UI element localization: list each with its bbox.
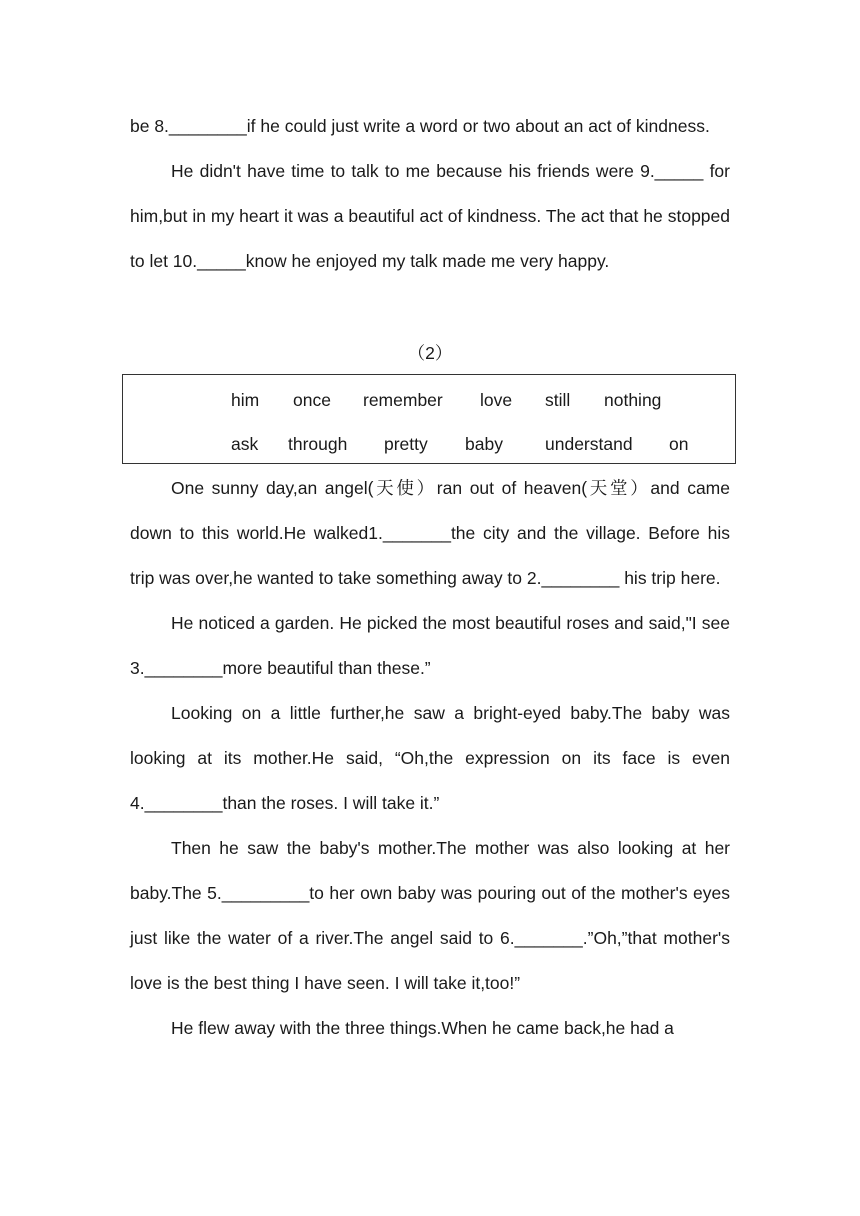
word-bank-item: nothing xyxy=(604,390,662,410)
paragraph: Looking on a little further,he saw a bright-eyed baby.The baby was looking at its mother.He said, “Oh,the expression on its face is even 4.________than the roses. I will take it.” xyxy=(130,703,730,813)
word-bank-box xyxy=(122,374,736,464)
word-bank-item: ask xyxy=(231,434,259,454)
passage-2 xyxy=(130,466,730,1051)
word-bank-item: him xyxy=(231,390,260,410)
word-bank-item: pretty xyxy=(384,434,428,454)
word-bank-item: baby xyxy=(465,434,503,454)
paragraph: One sunny day,an angel(天使）ran out of heaven(天堂）and came down to this world.He walked1._______the city and the village. Before his trip was over,he wanted to take something away to 2.________ his trip here. xyxy=(130,478,730,588)
paragraph: Then he saw the baby's mother.The mother was also looking at her baby.The 5._________to her own baby was pouring out of the mother's eyes just like the water of a river.The angel said to 6._______.”Oh,”that mother's love is the best thing I have seen. I will take it,too!” xyxy=(130,838,730,993)
paragraph: He didn't have time to talk to me because his friends were 9._____ for him,but in my heart it was a beautiful act of kindness. The act that he stopped to let 10._____know he enjoyed my talk made me very happy. xyxy=(130,161,730,271)
word-bank-item: remember xyxy=(363,390,443,410)
word-bank-item: understand xyxy=(545,434,633,454)
section-label: （2） xyxy=(407,343,453,363)
word-bank-item: on xyxy=(669,434,689,454)
word-bank-item: love xyxy=(480,390,513,410)
word-bank-item: still xyxy=(545,390,571,410)
paragraph: be 8.________if he could just write a word or two about an act of kindness. xyxy=(130,116,710,136)
paragraph: He flew away with the three things.When he came back,he had a xyxy=(171,1018,674,1038)
paragraph: He noticed a garden. He picked the most beautiful roses and said,"I see 3.________more beautiful than these.” xyxy=(130,613,730,678)
passage-1-continuation xyxy=(130,104,730,284)
word-bank-item: once xyxy=(293,390,331,410)
word-bank-item: through xyxy=(288,434,348,454)
